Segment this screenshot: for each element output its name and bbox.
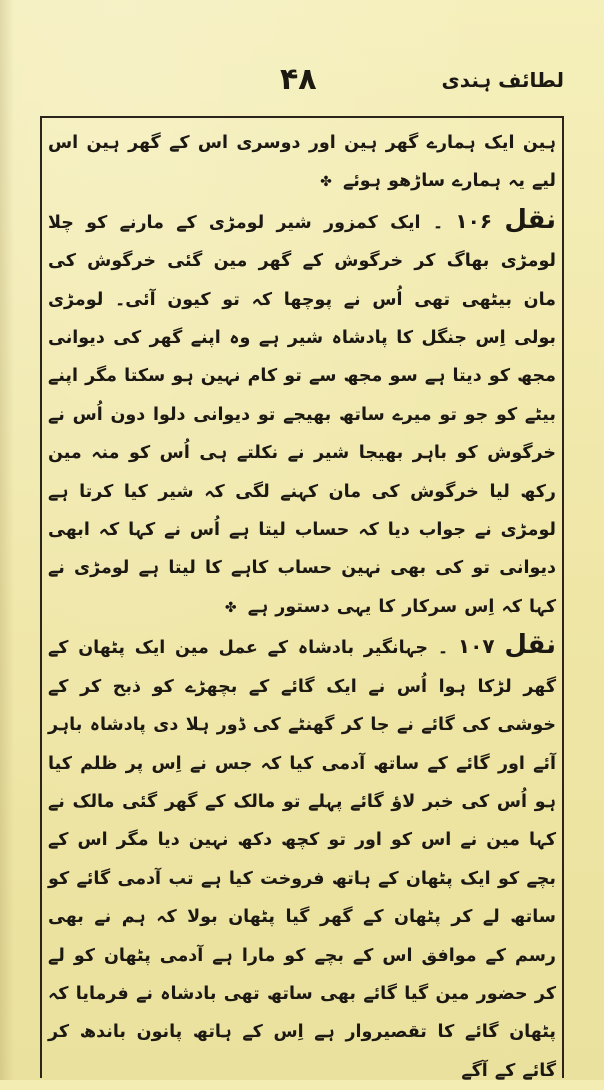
end-mark: ✤ [320, 174, 332, 191]
anecdote-text: ایک کمزور شیر لومڑی کے مارنے کو چلا لومڑی بھاگ کر خرگوش کے گھر مین گئی خرگوش کی مان بیٹھی تھی اُس نے پوچھا کہ تو کیون آئی۔ لومڑی بولی اِس جنگل کا پادشاہ شیر ہے وہ اپنے گھر کی دیوانی مجھ کو دیتا ہے سو مجھ سے تو کام نہین ہو سکتا مگر اپنے بیٹے کو جو تو میرے ساتھ بھیجے تو دیوانی دلوا دون اُس نے خرگوش کو باہر بھیجا شیر نے نکلتے ہی اُس کو منہ مین رکھ لیا خرگوش کی مان کہنے لگی کہ شیر کیا کرتا ہے لومڑی نے جواب دیا کہ حساب لیتا ہے اُس نے کہا کہ ابھی دیوانی تو کی بھی نہین حساب کاہے کا لیتا ہے لومڑی نے کہا کہ اِس سرکار کا یہی دستور ہے [48, 212, 556, 617]
page-text [48, 124, 556, 1090]
anecdote-107: نقل ۱۰۷ ۔ جہانگیر بادشاہ کے عمل مین ایک پٹھان کے گھر لڑکا ہوا اُس نے ایک گائے کے بچھڑے کو ذبح کر کے خوشی کی گائے نے جا کر گھنٹے کی ڈور ہلا دی پادشاہ باہر آئے اور گائے کے ساتھ آدمی کیا کہ جس نے اِس پر ظلم کیا ہو اُس کی خبر لاؤ گائے پہلے تو مالک کے گھر گئی مالک نے کہا مین نے اس کو اور تو کچھ دکھ نہین دیا مگر اس کے بچے کو ایک پٹھان کے ہاتھ فروخت کیا ہے تب آدمی گائے کو ساتھ لے کر پٹھان کے گھر گیا پٹھان بولا کہ ہم نے بھی رسم کے موافق اس کے بچے کو مارا ہے آدمی پٹھان کو لے کر حضور مین گیا گائے بھی ساتھ تھی بادشاہ نے فرمایا کہ پٹھان گائے کا تقصیروار ہے اِس کے ہاتھ پانون باندھ کر گائے کے آگے [48, 630, 557, 1081]
page-number: ۴۸ [280, 62, 317, 97]
anecdote-number: ۱۰۶ [455, 208, 493, 233]
anecdote-label: نقل [504, 630, 557, 661]
paragraph-continuation [48, 124, 556, 202]
anecdote-label: نقل [504, 204, 557, 235]
running-title: لطائف ہندی [441, 68, 564, 92]
page-edge-shadow [0, 0, 14, 1080]
anecdote-number: ۱۰۷ [457, 634, 495, 659]
end-mark: ✤ [224, 599, 237, 616]
anecdote-106: نقل ۱۰۶ ۔ ایک کمزور شیر لومڑی کے مارنے کو چلا لومڑی بھاگ کر خرگوش کے گھر مین گئی خرگوش کی مان بیٹھی تھی اُس نے پوچھا کہ تو کیون آئی۔ لومڑی بولی اِس جنگل کا پادشاہ شیر ہے وہ اپنے گھر کی دیوانی مجھ کو دیتا ہے سو مجھ سے تو کام نہین ہو سکتا مگر اپنے بیٹے کو جو تو میرے ساتھ بھیجے تو دیوانی دلوا دون اُس نے خرگوش کو باہر بھیجا شیر نے نکلتے ہی اُس کو منہ مین رکھ لیا خرگوش کی مان کہنے لگی کہ شیر کیا کرتا ہے لومڑی نے جواب دیا کہ حساب لیتا ہے اُس نے کہا کہ ابھی دیوانی تو کی بھی نہین حساب کاہے کا لیتا ہے لومڑی نے کہا کہ اِس سرکار کا یہی دستور ہے ✤ [48, 204, 557, 617]
page-header [40, 62, 564, 102]
anecdote-text: جہانگیر بادشاہ کے عمل مین ایک پٹھان کے گھر لڑکا ہوا اُس نے ایک گائے کے بچھڑے کو ذبح کر کے خوشی کی گائے نے جا کر گھنٹے کی ڈور ہلا دی پادشاہ باہر آئے اور گائے کے ساتھ آدمی کیا کہ جس نے اِس پر ظلم کیا ہو اُس کی خبر لاؤ گائے پہلے تو مالک کے گھر گئی مالک نے کہا مین نے اس کو اور تو کچھ دکھ نہین دیا مگر اس کے بچے کو ایک پٹھان کے ہاتھ فروخت کیا ہے تب آدمی گائے کو ساتھ لے کر پٹھان کے گھر گیا پٹھان بولا کہ ہم نے بھی رسم کے موافق اس کے بچے کو مارا ہے آدمی پٹھان کو لے کر حضور مین گیا گائے بھی ساتھ تھی بادشاہ نے فرمایا کہ پٹھان گائے کا تقصیروار ہے اِس کے ہاتھ پانون باندھ کر گائے کے آگے [48, 638, 556, 1081]
paragraph-text: ہین ایک ہمارے گھر ہین اور دوسری اس کے گھر ہین اس لیے یہ ہمارے ساڑھو ہوئے [48, 133, 556, 192]
